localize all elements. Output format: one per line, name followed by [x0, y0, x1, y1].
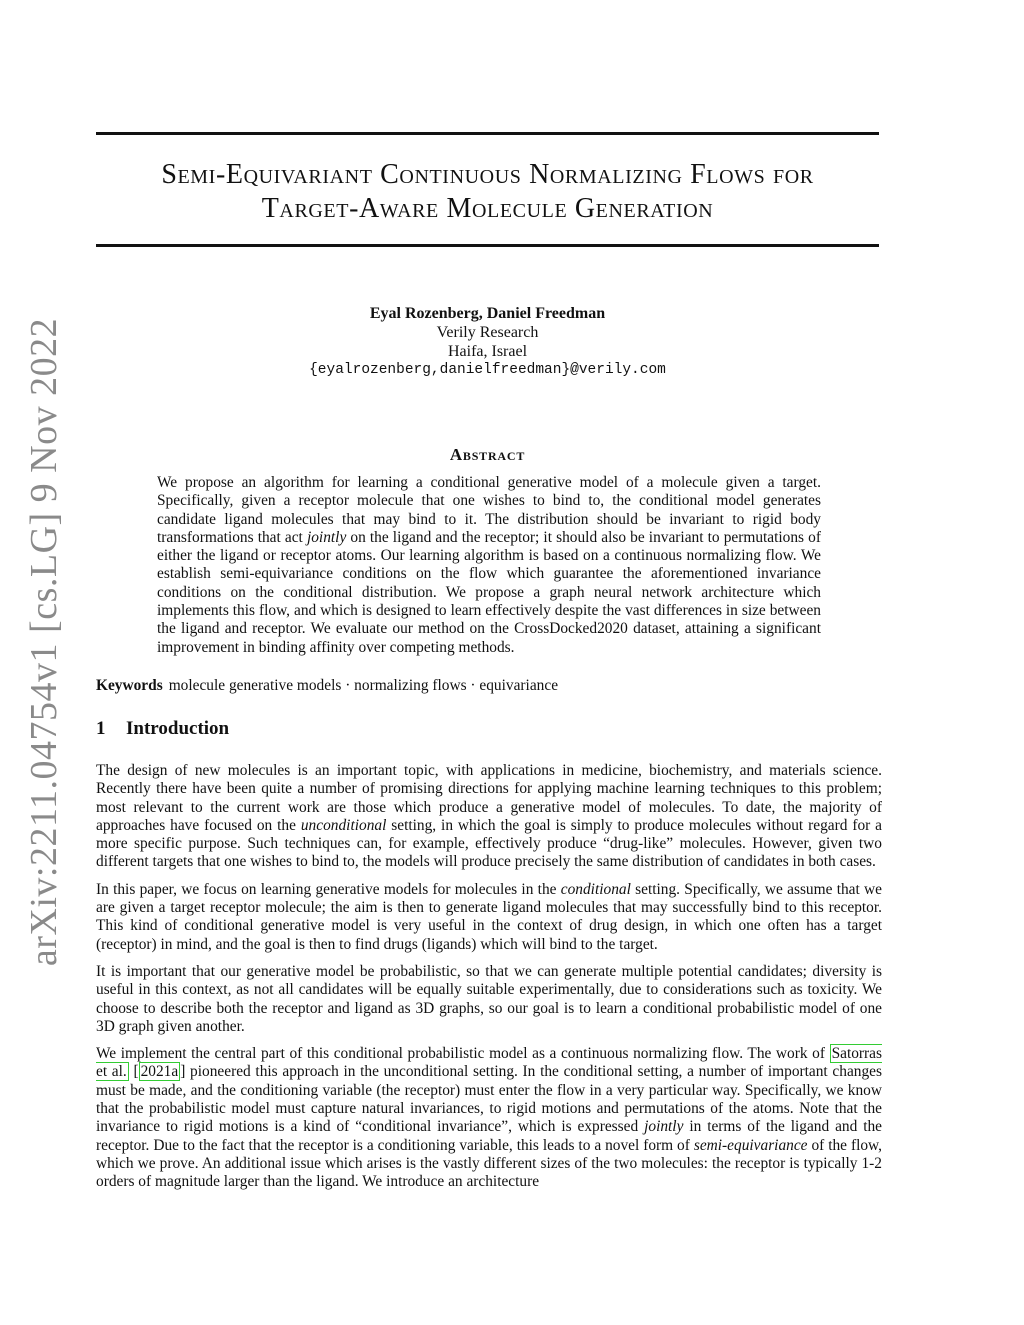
intro-paragraph-4: We implement the central part of this conditional probabilistic model as a continuous normalizing flow. The work of Satorras et al. [ 2021a ] pioneered this approach in the unconditional setting. In the conditional setting, a number of important changes must be made, and the conditioning variable (the receptor) must enter the flow in a very particular way. Specifically, we know that the probabilistic model must capture natural invariances, to rigid motions and permutations of the atoms. Note that the invariance to rigid motions is a kind of “conditional invariance”, which is expressed jointly in terms of the ligand and the receptor. Due to the fact that the receptor is a conditioning variable, this leads to a novel form of semi-equivariance of the flow, which we prove. An additional issue which arises is the vastly different sizes of the two molecules: the receptor is typically 1-2 orders of magnitude larger than the ligand. We introduce an architecture [96, 1045, 882, 1191]
intro-p4-text-a: We implement the central part of this conditional probabilistic model as a continuous normalizing flow. The work of [96, 1045, 830, 1063]
intro-paragraph-2 [96, 881, 882, 954]
abstract-text-a: We propose an algorithm for learning a conditional generative model of a molecule given a target. Specifically, given a receptor molecule that one wishes to bind to, the conditional model generates candidate ligand molecules that may bind to it. The distribution should be invariant to rigid body transformations that act [157, 474, 821, 546]
title-line-1: Semi-Equivariant Continuous Normalizing Flows for [161, 159, 814, 190]
title-rule-top [96, 132, 879, 135]
keywords-label: Keywords [96, 677, 163, 694]
section-title: Introduction [126, 718, 230, 739]
intro-p4-text-d: of the flow, which we prove. An additional issue which arises is the vastly different sizes of the two molecules: the receptor is typically 1-2 orders of magnitude larger than the ligand. We introduce an architecture [96, 1136, 882, 1191]
intro-paragraph-3: It is important that our generative model be probabilistic, so that we can generate multiple potential candidates; diversity is useful in this context, as not all candidates will be equally suitable experimentally, due to considerations such as toxicity. We choose to describe both the receptor and ligand as 3D graphs, so our goal is to learn a conditional probabilistic model of one 3D graph given another. [96, 962, 882, 1035]
keywords-list: molecule generative models · normalizing flows · equivariance [168, 677, 559, 694]
intro-p4-text-c: in terms of the ligand and the receptor. Due to the fact that the receptor is a conditioning variable, this leads to a novel form of [96, 1118, 882, 1154]
intro-p1-emphasis: unconditional [300, 816, 387, 834]
arxiv-side-stamp: arXiv:2211.04754v1 [cs.LG] 9 Nov 2022 [23, 317, 65, 967]
intro-p2-text-b: setting. Specifically, we assume that we are given a target receptor molecule; the aim is then to generate ligand molecules that may successfully bind to this receptor. This kind of conditional generative model is very useful in the context of drug design, in which one often has a target (receptor) in mind, and the goal is then to find drugs (ligands) which will bind to the target. [96, 880, 882, 953]
citation-link-author[interactable]: Satorras et al. [96, 1045, 882, 1081]
author-block [96, 304, 879, 380]
intro-p4-emphasis-1: jointly [644, 1118, 684, 1136]
paper-title [96, 158, 879, 226]
citation-link-year[interactable]: 2021a [140, 1063, 179, 1081]
abstract-text [157, 474, 821, 657]
intro-p1-text-a: The design of new molecules is an important topic, with applications in medicine, biochemistry, and materials science. Recently there have been quite a number of promising directions for applying machine learning techniques to this problem; most relevant to the current work are those which produce a generative model of molecules. To date, the majority of approaches have focused on the [96, 762, 882, 834]
author-affiliation: Verily Research [436, 324, 539, 341]
keywords-line [96, 676, 879, 695]
abstract-text-b: on the ligand and the receptor; it should also be invariant to permutations of either the ligand or receptor atoms. Our learning algorithm is based on a continuous normalizing flow. We establish semi-equivariance conditions on the flow which guarantee the aforementioned invariance conditions on the conditional distribution. We propose a graph neural network architecture which implements this flow, and which is designed to learn effectively despite the vast differences in size between the ligand and receptor. We evaluate our method on the CrossDocked2020 dataset, attaining a significant improvement in binding affinity over competing methods. [157, 528, 821, 656]
introduction-body [96, 762, 882, 1201]
abstract-emphasis: jointly [306, 528, 347, 546]
author-email: {eyalrozenberg,danielfreedman}@verily.com [309, 362, 666, 378]
author-names: Eyal Rozenberg, Daniel Freedman [369, 305, 606, 322]
title-rule-bottom [96, 244, 879, 247]
author-location: Haifa, Israel [447, 343, 528, 360]
abstract-heading: Abstract [449, 445, 526, 464]
title-line-2: Target-Aware Molecule Generation [261, 193, 714, 224]
intro-p4-emphasis-2: semi-equivariance [693, 1136, 808, 1154]
intro-paragraph-1 [96, 762, 882, 872]
intro-p1-text-b: setting, in which the goal is simply to produce molecules without regard for a more specific purpose. Such techniques can, for example, effectively produce “drug-like” molecules. However, given two different targets that one wishes to bind to, the models will produce precisely the same distribution of candidates in both cases. [96, 816, 882, 871]
section-heading-introduction [96, 718, 879, 740]
intro-p2-text-a: In this paper, we focus on learning generative models for molecules in the [96, 880, 561, 898]
section-number: 1 [96, 718, 106, 739]
intro-p4-text-b: pioneered this approach in the unconditional setting. In the conditional setting, a number of important changes must be made, and the conditioning variable (the receptor) must enter the flow in a very particular way. Specifically, we know that the probabilistic model must capture natural invariances, to rigid motions and permutations of the atoms. Note that the invariance to rigid motions is a kind of “conditional invariance”, which is expressed [96, 1063, 882, 1136]
intro-p2-emphasis: conditional [560, 880, 631, 898]
